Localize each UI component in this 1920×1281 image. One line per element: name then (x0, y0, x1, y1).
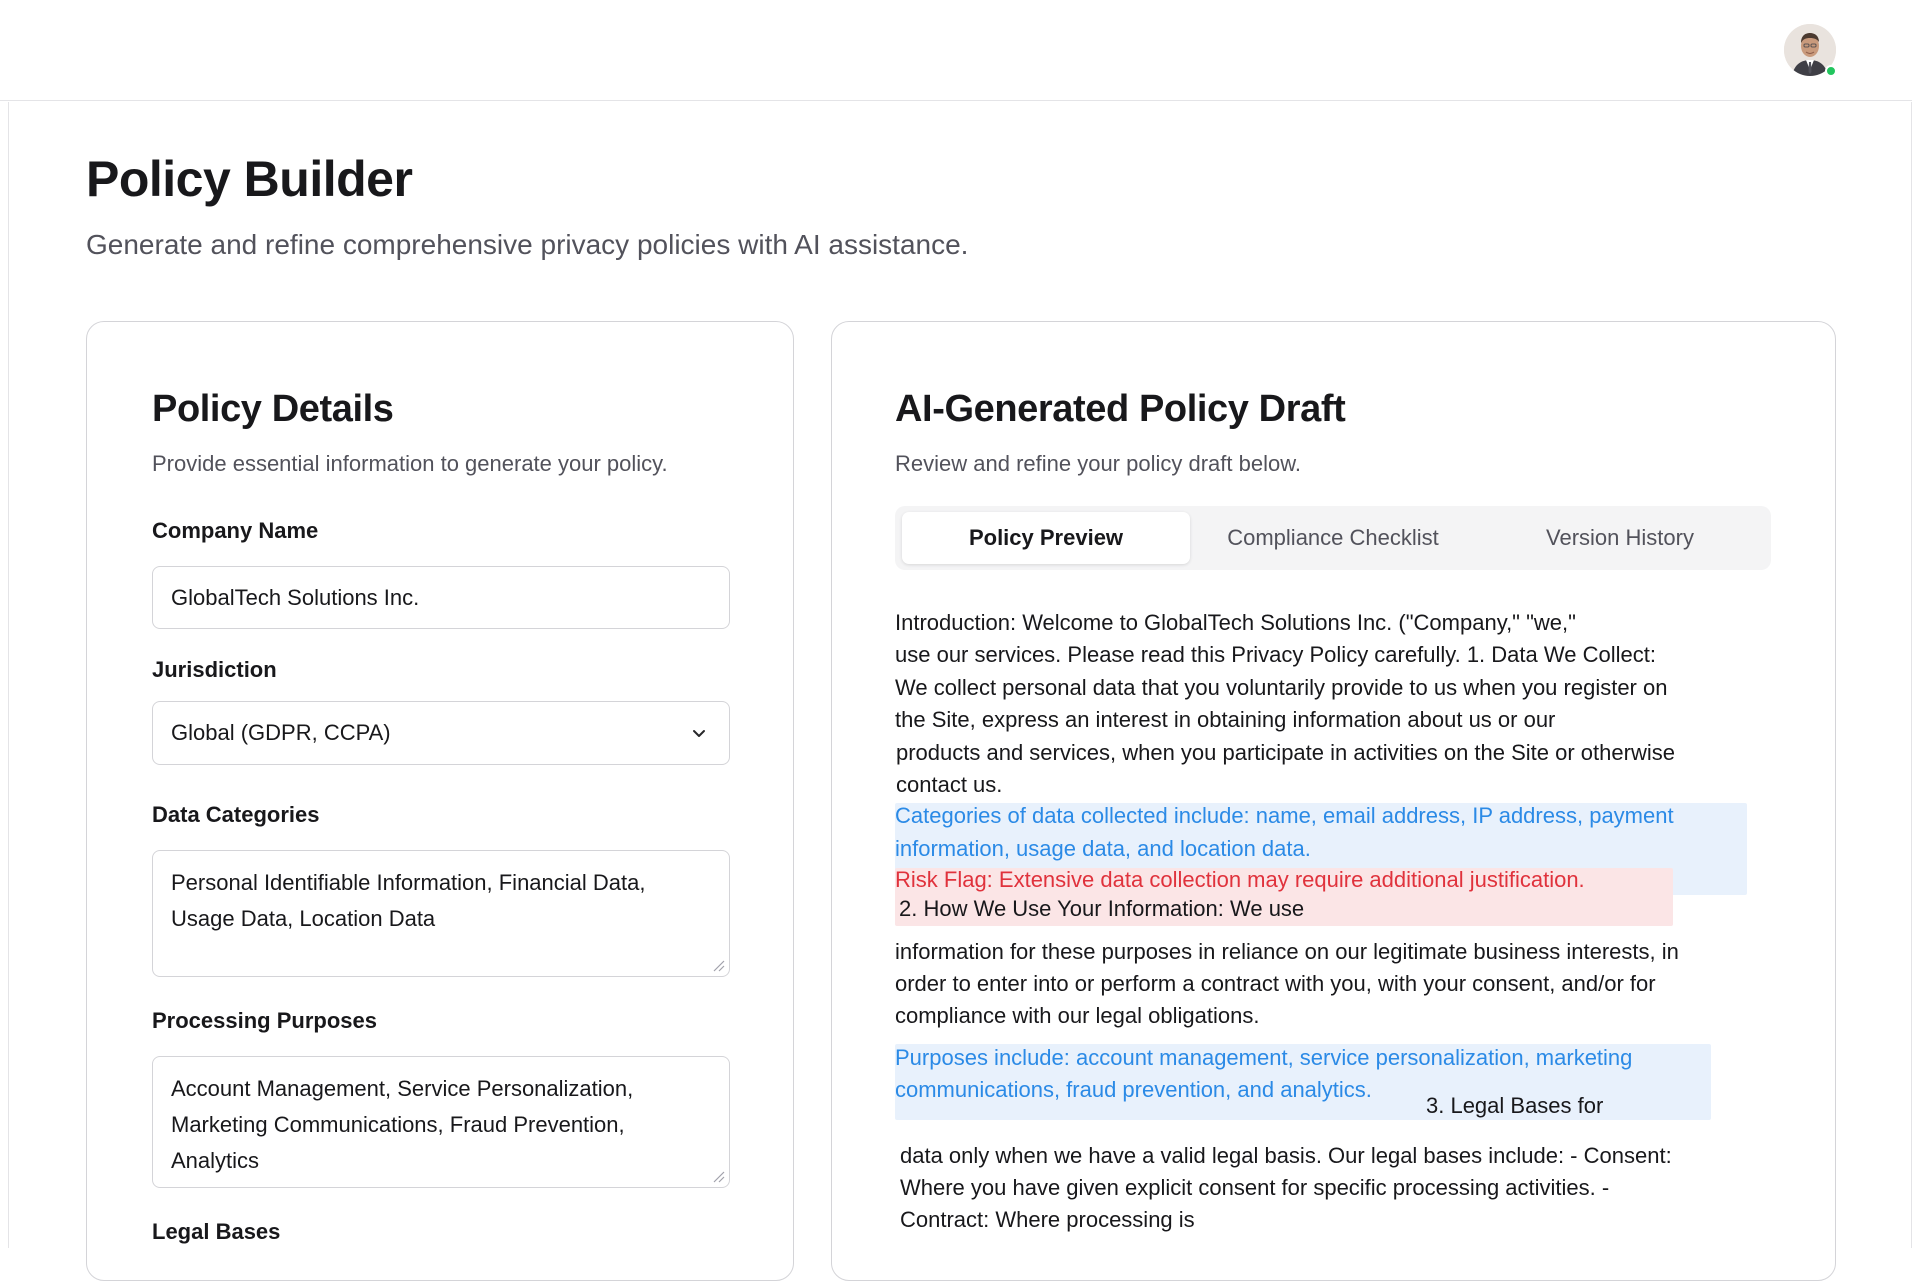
highlight-categories-line[interactable]: information, usage data, and location data. (895, 836, 1311, 861)
highlight-categories-line[interactable]: Categories of data collected include: name, email address, IP address, payment (895, 803, 1674, 828)
policy-text-line: We collect personal data that you voluntarily provide to us when you register on (895, 675, 1668, 700)
resize-handle-icon[interactable] (709, 956, 725, 972)
policy-text-line: order to enter into or perform a contract with you, with your consent, and/or for (895, 971, 1656, 996)
highlight-purposes-line[interactable]: Purposes include: account management, service personalization, marketing (895, 1045, 1633, 1070)
data-categories-textarea[interactable] (152, 850, 730, 977)
processing-purposes-label: Processing Purposes (152, 1008, 377, 1033)
resize-handle-icon[interactable] (709, 1167, 725, 1183)
company-name-value: GlobalTech Solutions Inc. (171, 584, 420, 610)
policy-text-line: information for these purposes in reliance on our legitimate business interests, in (895, 939, 1679, 964)
page-title: Policy Builder (86, 151, 413, 207)
highlight-purposes-line[interactable]: communications, fraud prevention, and analytics. (895, 1077, 1372, 1102)
data-categories-line: Usage Data, Location Data (171, 906, 436, 931)
jurisdiction-label: Jurisdiction (152, 657, 277, 682)
policy-section-heading: 3. Legal Bases for (1426, 1093, 1604, 1118)
policy-text-line: Introduction: Welcome to GlobalTech Solutions Inc. ("Company," "we," (895, 610, 1576, 635)
policy-text-line: compliance with our legal obligations. (895, 1003, 1260, 1028)
legal-bases-label: Legal Bases (152, 1219, 281, 1244)
policy-details-title: Policy Details (152, 388, 394, 430)
draft-tabs (895, 506, 1771, 570)
policy-text-line: use our services. Please read this Privacy Policy carefully. 1. Data We Collect: (895, 642, 1656, 667)
processing-purposes-line: Account Management, Service Personalization, (171, 1076, 634, 1101)
company-name-input[interactable] (152, 566, 730, 629)
policy-text-line: products and services, when you participate in activities on the Site or otherwise (896, 740, 1675, 765)
policy-text-line: data only when we have a valid legal basis. Our legal bases include: - Consent: (900, 1143, 1672, 1168)
processing-purposes-textarea[interactable] (152, 1056, 730, 1188)
policy-details-description: Provide essential information to generate your policy. (152, 451, 668, 476)
tab-compliance-checklist[interactable]: Compliance Checklist (1227, 525, 1439, 550)
policy-draft-title: AI-Generated Policy Draft (895, 388, 1346, 430)
risk-flag-text[interactable]: Risk Flag: Extensive data collection may require additional justification. (895, 867, 1585, 892)
jurisdiction-value: Global (GDPR, CCPA) (171, 720, 391, 745)
policy-text-line: the Site, express an interest in obtaining information about us or our (895, 707, 1556, 732)
company-name-label: Company Name (152, 518, 319, 543)
data-categories-line: Personal Identifiable Information, Financial Data, (171, 870, 646, 895)
page-subtitle: Generate and refine comprehensive privacy policies with AI assistance. (86, 229, 969, 260)
tab-version-history[interactable]: Version History (1546, 525, 1694, 550)
processing-purposes-line: Marketing Communications, Fraud Prevention, (171, 1112, 625, 1137)
policy-section-heading: 2. How We Use Your Information: We use (899, 896, 1305, 921)
policy-draft-description: Review and refine your policy draft below. (895, 451, 1301, 476)
processing-purposes-line: Analytics (171, 1148, 260, 1173)
chevron-down-icon (689, 723, 709, 743)
policy-text-line: Where you have given explicit consent for specific processing activities. - (900, 1175, 1610, 1200)
tab-policy-preview[interactable]: Policy Preview (902, 512, 1190, 564)
user-avatar[interactable] (1784, 24, 1836, 76)
top-bar (0, 0, 1912, 101)
policy-text-line: Contract: Where processing is (900, 1207, 1195, 1232)
online-status-dot (1825, 65, 1837, 77)
policy-text-line: contact us. (896, 772, 1003, 797)
data-categories-label: Data Categories (152, 802, 320, 827)
jurisdiction-select[interactable] (152, 701, 730, 765)
policy-details-card (86, 321, 794, 1281)
